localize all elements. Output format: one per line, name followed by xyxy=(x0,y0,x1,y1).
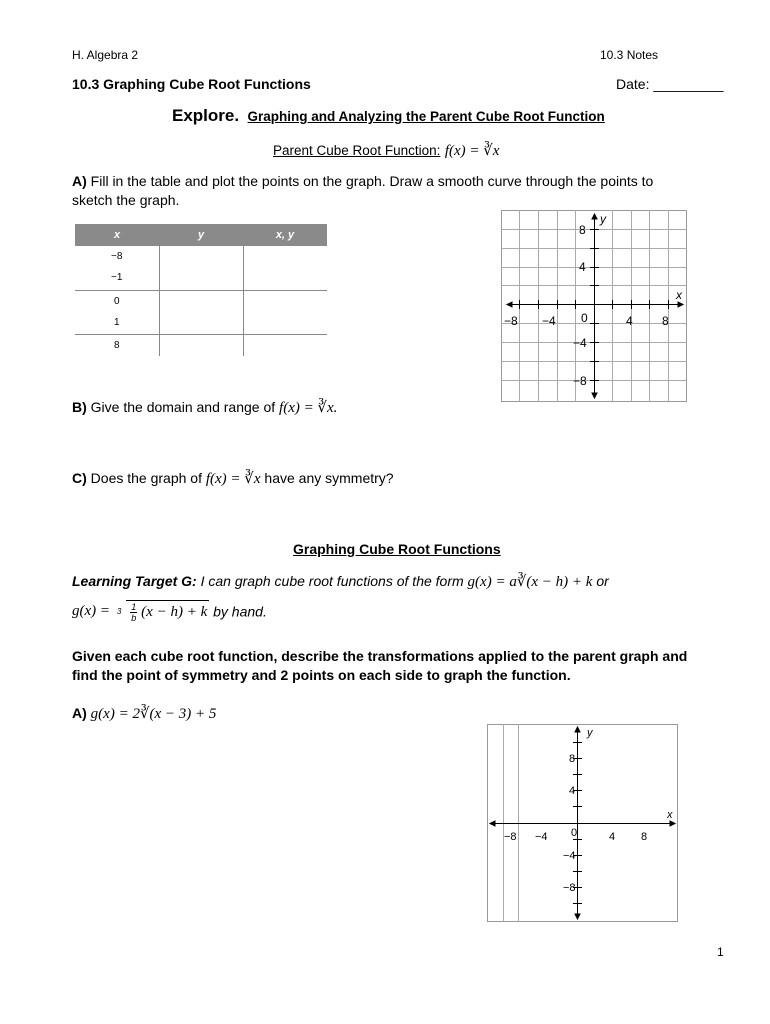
values-table xyxy=(75,224,327,356)
x-tick-label: 8 xyxy=(641,831,648,843)
x-tick-label: −8 xyxy=(504,314,518,328)
y-tick-label: 8 xyxy=(569,753,576,765)
course-name: H. Algebra 2 xyxy=(72,48,139,62)
table-header-y: y xyxy=(159,224,243,246)
fraction-denominator: b xyxy=(131,613,137,623)
x-tick-label: 0 xyxy=(571,827,578,839)
y-axis-label: y xyxy=(587,727,593,739)
table-cell-y[interactable] xyxy=(159,246,243,290)
x-value: −8 xyxy=(111,251,123,262)
y-tick-label: 4 xyxy=(569,785,576,797)
part-a-label: A) xyxy=(72,173,87,189)
coordinate-grid-2[interactable] xyxy=(487,724,678,922)
x-tick-label: −8 xyxy=(504,831,517,843)
y-tick-label: 8 xyxy=(579,223,586,237)
parent-function xyxy=(273,141,573,160)
y-tick-label: −8 xyxy=(573,374,587,388)
table-cell-x xyxy=(75,246,159,290)
section-title: 10.3 Graphing Cube Root Functions xyxy=(72,76,311,92)
form2-prefix: g(x) = xyxy=(72,603,111,619)
or-word: or xyxy=(596,573,609,589)
page-number: 1 xyxy=(717,945,724,959)
x-value: 8 xyxy=(113,339,120,351)
y-axis-label: y xyxy=(600,212,606,226)
table-row xyxy=(75,290,327,334)
part-a-line1: Fill in the table and plot the points on the graph. Draw a smooth curve through the points to xyxy=(90,173,654,189)
x-tick-label: 4 xyxy=(626,314,633,328)
fraction xyxy=(130,602,137,623)
part-a-text xyxy=(72,172,712,210)
parent-function-label: Parent Cube Root Function: xyxy=(273,143,441,158)
fraction-numerator: 1 xyxy=(131,602,137,612)
x-value: 0 xyxy=(113,295,120,307)
x-axis-label: x xyxy=(676,288,682,302)
x-tick-label: 4 xyxy=(609,831,616,843)
parent-function-formula: f(x) = ∛x xyxy=(444,143,500,159)
coordinate-grid-1[interactable] xyxy=(501,210,687,402)
radical xyxy=(126,600,209,623)
problem-a-label: A) xyxy=(72,705,87,721)
y-tick-label: −4 xyxy=(573,336,587,350)
part-c-text-before: Does the graph of xyxy=(90,470,202,486)
table-cell-y[interactable] xyxy=(159,290,243,334)
learning-target-label: Learning Target G: xyxy=(72,573,197,589)
table-cell-y[interactable] xyxy=(159,334,243,356)
cube-root-index: 3 xyxy=(116,607,122,616)
x-value: −1 xyxy=(111,272,123,283)
problem-a xyxy=(72,704,216,723)
part-c-formula: f(x) = ∛x xyxy=(205,471,261,487)
table-row xyxy=(75,334,327,356)
x-tick-label: −4 xyxy=(542,314,556,328)
learning-target-text: I can graph cube root functions of the form xyxy=(200,573,464,589)
problem-a-formula: g(x) = 2∛(x − 3) + 5 xyxy=(90,706,217,722)
notes-label: 10.3 Notes xyxy=(600,48,659,62)
part-a-line2: sketch the graph. xyxy=(72,192,180,208)
table-header-x: x xyxy=(75,224,159,246)
instructions-line2: find the point of symmetry and 2 points on each side to graph the function. xyxy=(72,667,571,683)
part-b-text: Give the domain and range of xyxy=(90,399,276,415)
part-c xyxy=(72,469,394,488)
table-cell-xy[interactable] xyxy=(243,290,327,334)
table-cell-xy[interactable] xyxy=(243,334,327,356)
part-c-text-after: have any symmetry? xyxy=(264,470,394,486)
part-b-formula: f(x) = ∛x. xyxy=(279,400,338,416)
table-cell-xy[interactable] xyxy=(243,246,327,290)
table-header-xy: x, y xyxy=(243,224,327,246)
section2-title: Graphing Cube Root Functions xyxy=(293,541,501,557)
y-tick-label: −4 xyxy=(563,850,576,862)
form2-rest: (x − h) + k xyxy=(141,604,208,620)
explore-title: Graphing and Analyzing the Parent Cube Root Function xyxy=(247,109,605,124)
learning-target-line1 xyxy=(72,572,712,591)
x-tick-label: −4 xyxy=(535,831,548,843)
explore-heading xyxy=(172,106,770,126)
x-value: 1 xyxy=(113,316,120,328)
table-row xyxy=(75,246,327,290)
part-b-label: B) xyxy=(72,399,87,415)
by-hand-text: by hand. xyxy=(213,603,267,620)
explore-label: Explore. xyxy=(172,106,240,125)
y-tick-label: −8 xyxy=(563,882,576,894)
x-tick-label: 8 xyxy=(662,314,669,328)
date-label: Date: _________ xyxy=(616,76,724,92)
part-b xyxy=(72,398,337,417)
part-c-label: C) xyxy=(72,470,87,486)
table-cell-x xyxy=(75,334,159,356)
learning-target-line2 xyxy=(72,600,712,630)
table-cell-x xyxy=(75,290,159,334)
form1-formula: g(x) = a∛(x − h) + k xyxy=(467,574,593,590)
table-header-row xyxy=(75,224,327,246)
y-tick-label: 4 xyxy=(579,260,586,274)
instructions-line1: Given each cube root function, describe the transformations applied to the parent graph and xyxy=(72,648,688,664)
instructions xyxy=(72,647,732,685)
x-tick-label: 0 xyxy=(581,311,588,325)
x-axis-label: x xyxy=(667,809,673,821)
